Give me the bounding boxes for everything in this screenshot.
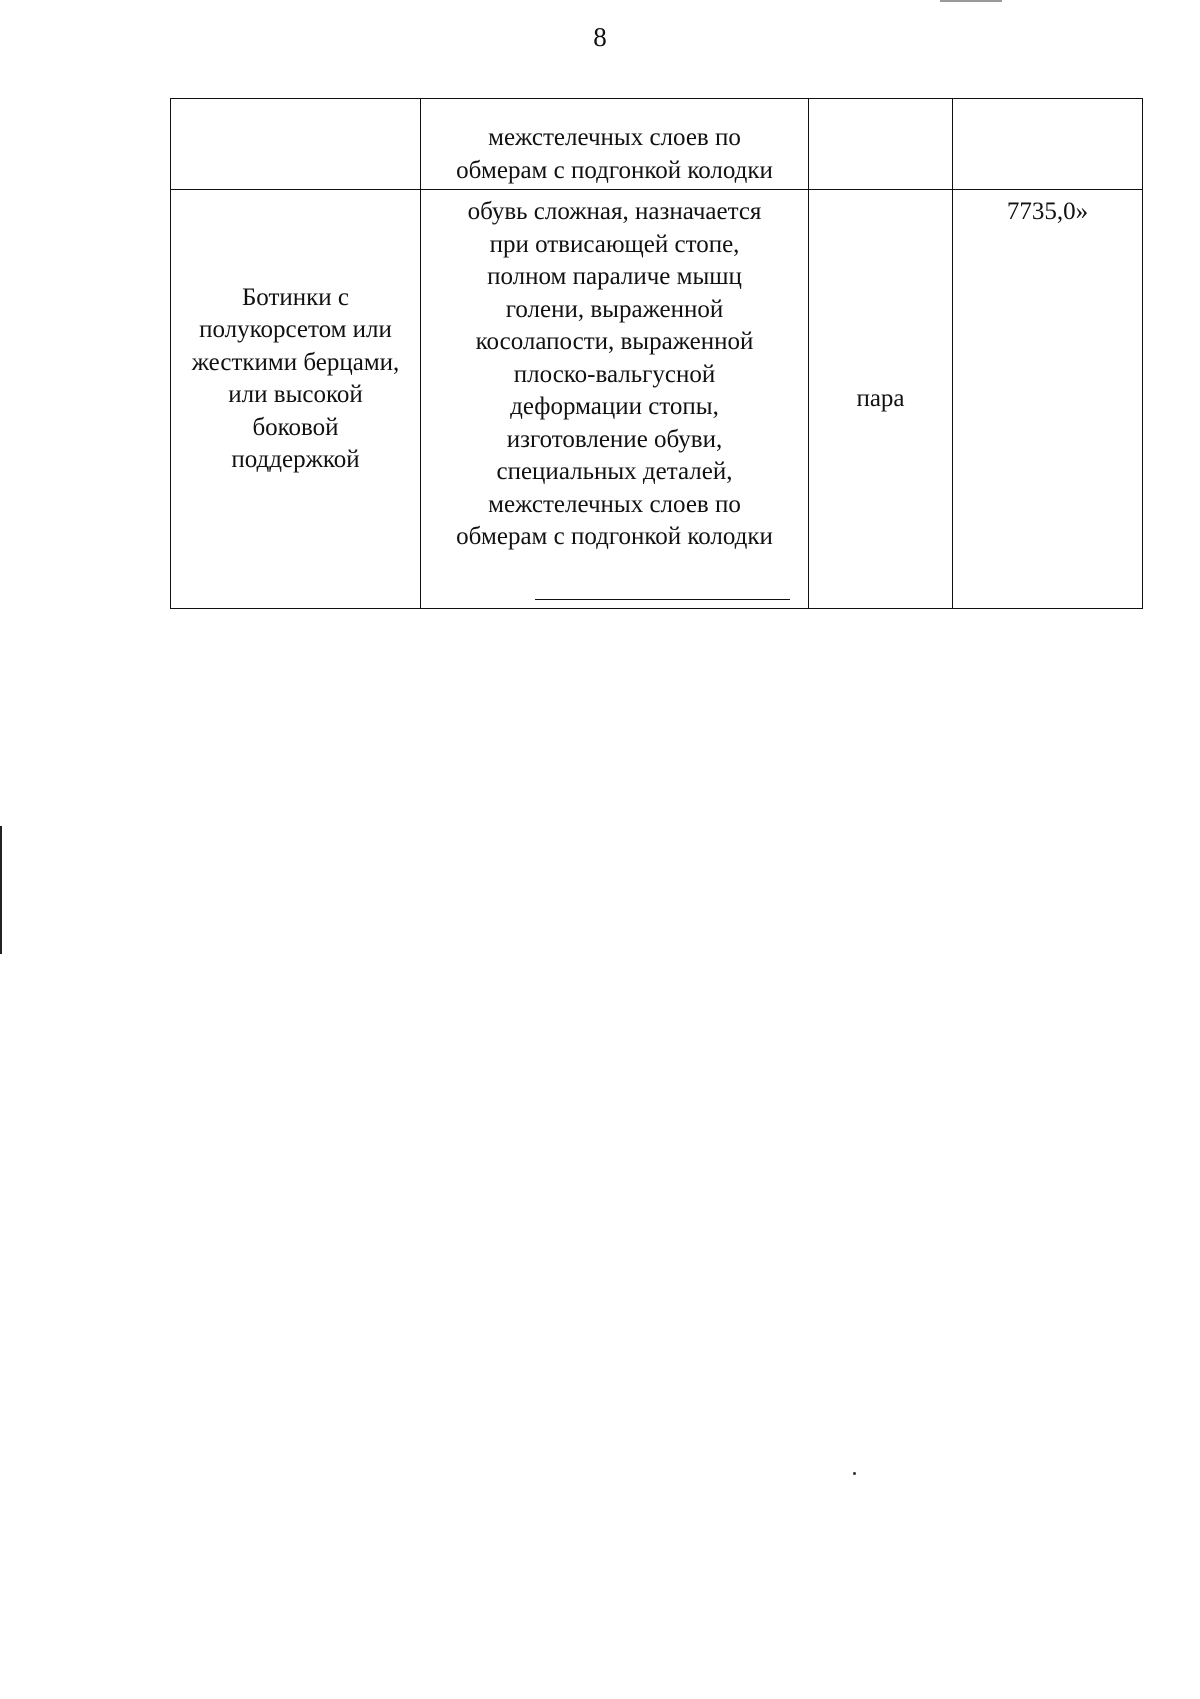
- cell-description: обувь сложная, назначается при отвисающей стопе, полном параличе мышц голени, выраженной косолапости, выраженной плоско-вальгусной деформации стопы, изготовление обуви, специальных деталей, межстелечных слоев по обмерам с подгонкой колодки: [421, 190, 809, 609]
- end-of-table-rule: [535, 599, 790, 600]
- cell-unit: пара: [809, 190, 953, 609]
- price-table: [170, 98, 1143, 609]
- table-row: [171, 190, 1143, 609]
- cell-price: [953, 99, 1143, 190]
- cell-description: межстелечных слоев по обмерам с подгонкой колодки: [421, 99, 809, 190]
- table-row-continuation: [171, 99, 1143, 190]
- cell-name: Ботинки с полукорсетом или жесткими берцами, или высокой боковой поддержкой: [171, 190, 421, 609]
- scan-edge-mark: [0, 826, 2, 954]
- page-number: 8: [593, 22, 607, 52]
- cell-price: 7735,0»: [953, 190, 1143, 609]
- cell-name: [171, 99, 421, 190]
- scan-dust-dot: [853, 1472, 856, 1475]
- scan-edge-mark-top: [940, 0, 1002, 2]
- cell-unit: [809, 99, 953, 190]
